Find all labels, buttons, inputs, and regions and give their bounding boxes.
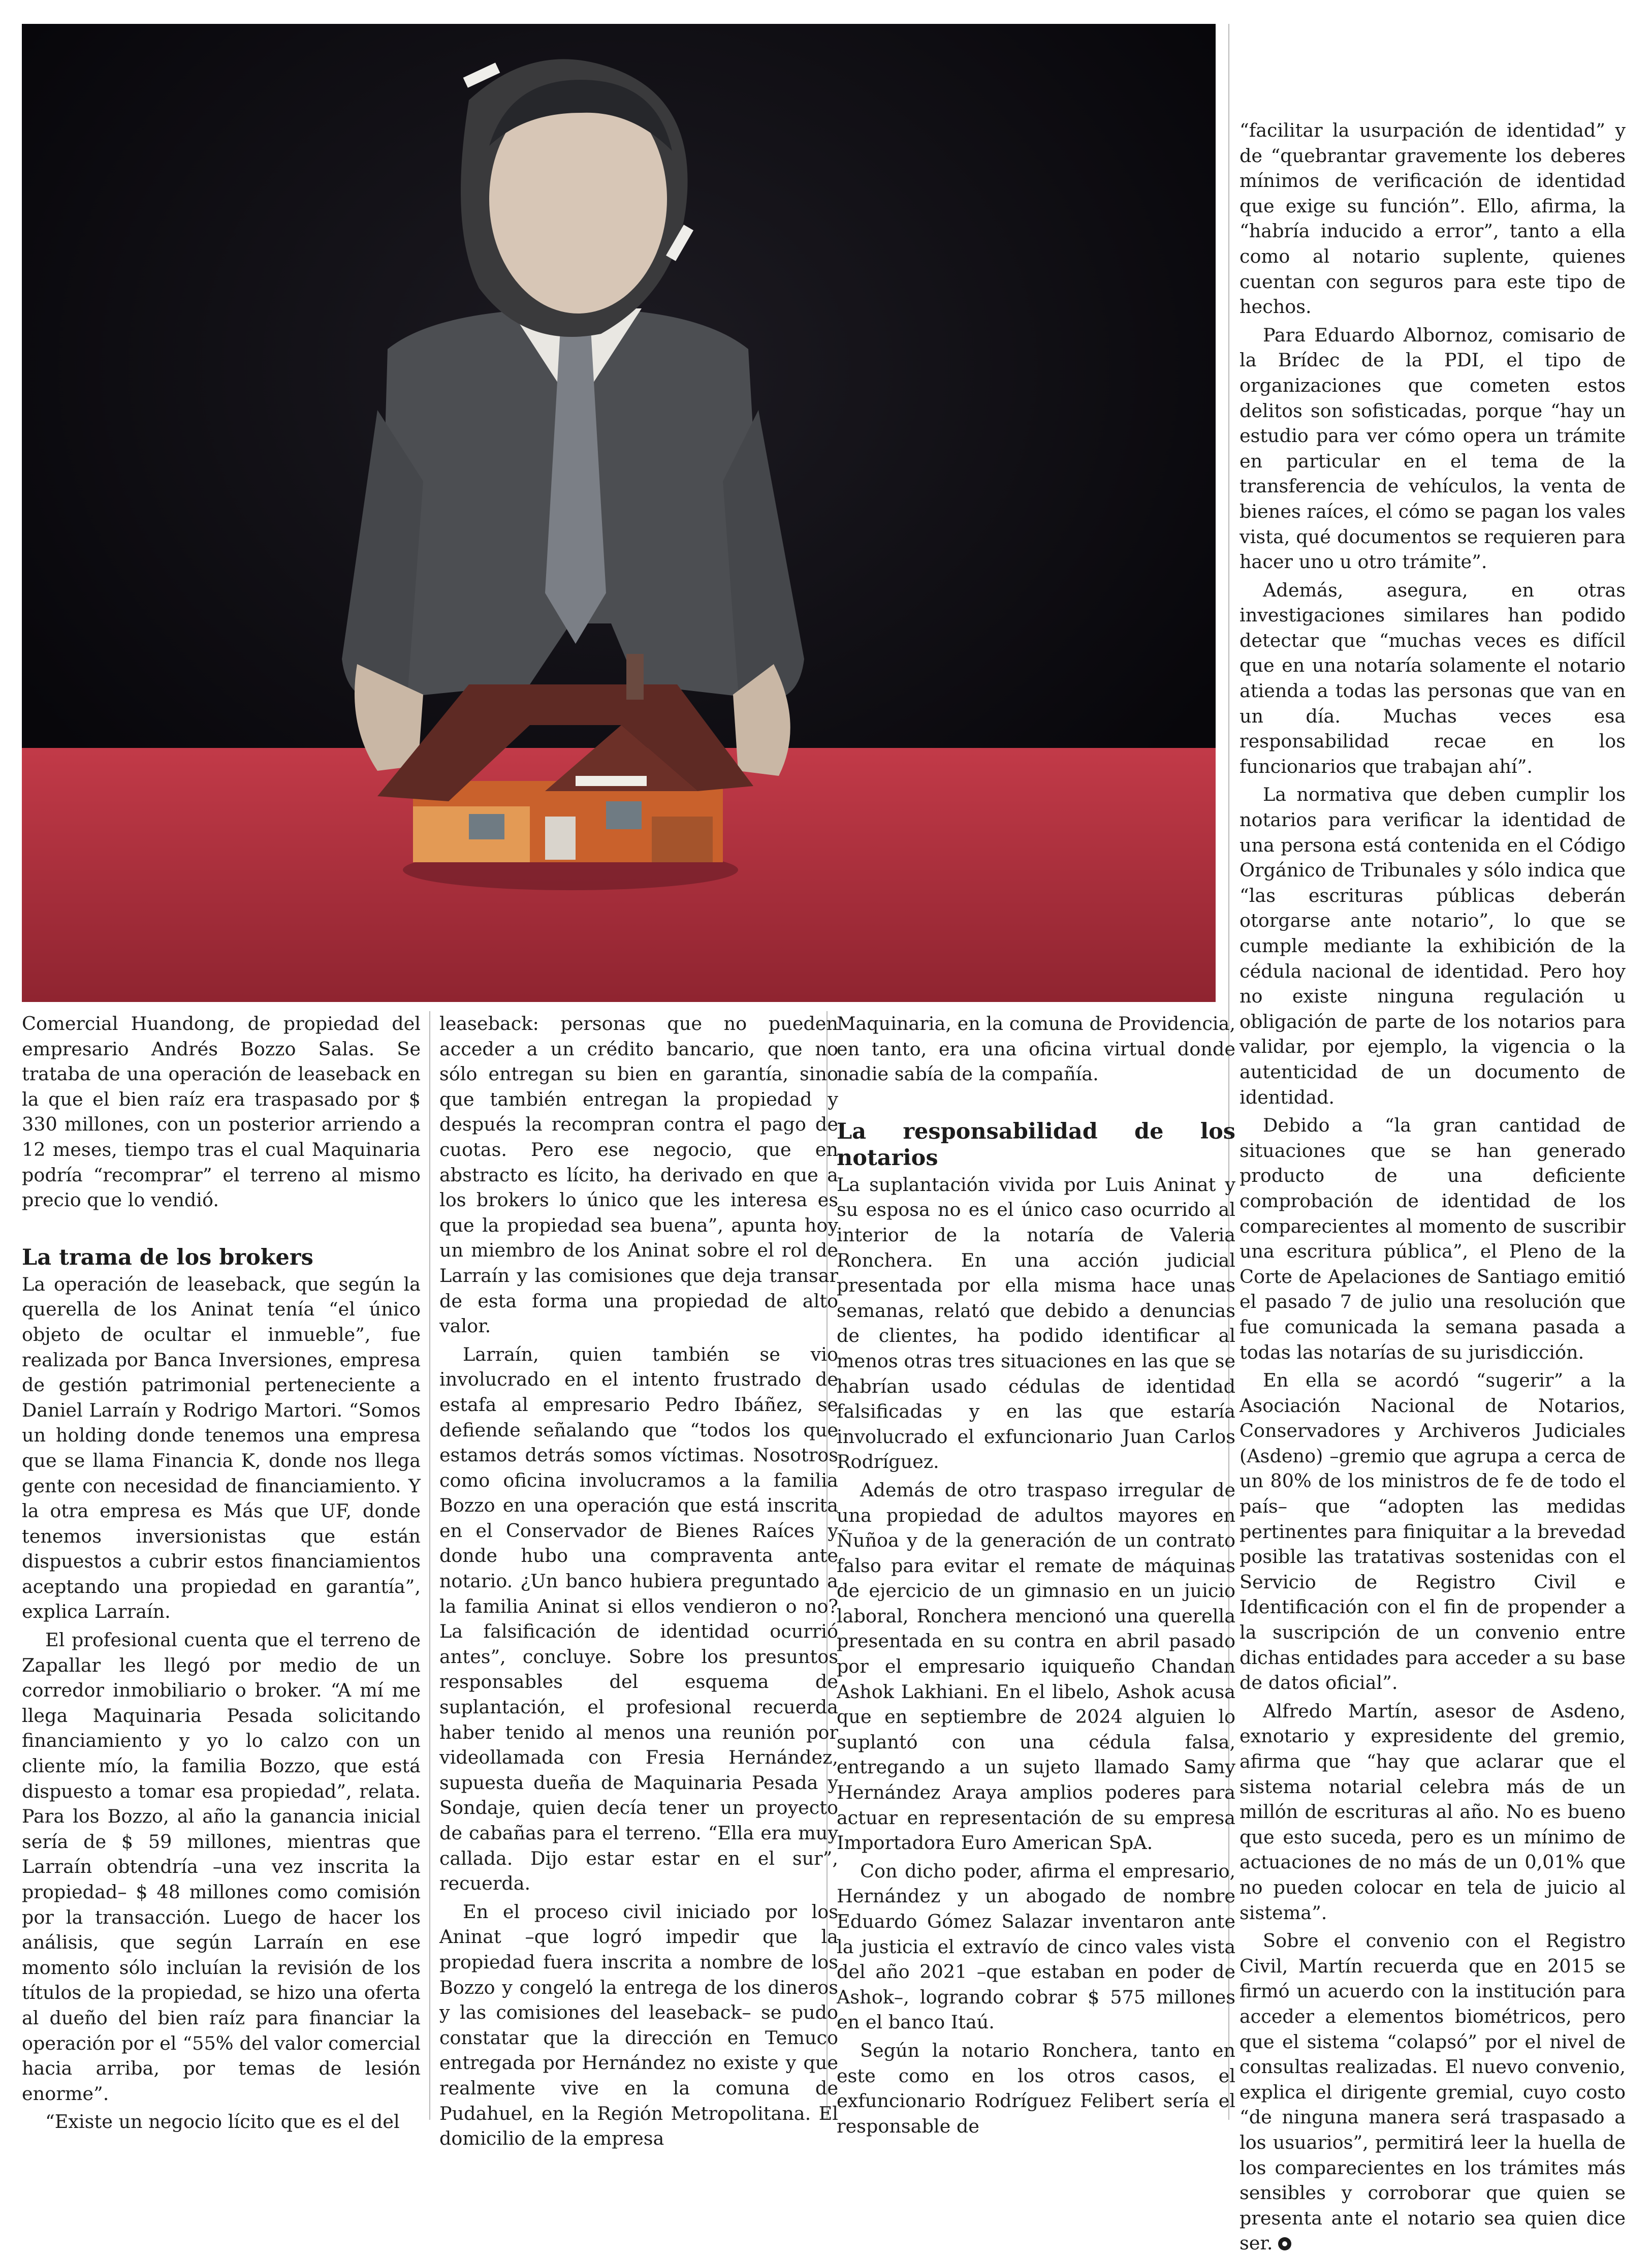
paragraph-text: Con dicho poder, afirma el empresario, Hernández y un abogado de nombre Eduardo Gómez Salazar inventaron ante la justicia el extravío de cinco vales vista del año 2021 –que estaban en poder de Ashok–, logrando cobrar $ 575 millones en el banco Itaú. [837, 1860, 1235, 2033]
article-paragraph [1240, 1368, 1626, 1696]
house-window [606, 801, 642, 829]
section-heading [837, 1118, 1235, 1171]
paragraph-text: La suplantación vivida por Luis Aninat y su esposa no es el único caso ocurrido al interior de la notaría de Valeria Ronchera. En una acción judicial presentada por ella misma hace unas semanas, relató que debido a denuncias de clientes, ha podido identificar al menos otras tres situaciones en las que se habrían usado cédulas de identidad falsificadas y en las que estaría involucrado el exfuncionario Juan Carlos Rodríguez. [837, 1173, 1235, 1473]
paragraph-text: “facilitar la usurpación de identidad” y de “quebrantar gravemente los deberes mínimos de verificación de identidad que exige su función”. Ello, afirma, la “habría inducido a error”, tanto a ella como al notario suplente, quienes cuentan con seguros para este tipo de hechos. [1240, 119, 1626, 318]
article-paragraph [22, 1011, 421, 1213]
paragraph-text: La normativa que deben cumplir los notarios para verificar la identidad de una persona está contenida en el Código Orgánico de Tribunales y sólo indica que “las escrituras públicas deberán otorgarse ante notario”, lo que se cumple mediante la exhibición de la cédula nacional de identidad. Pero hoy no existe ninguna regulación u obligación de parte de los notarios para validar, por ejemplo, la vigencia o la autenticidad de un documento de identidad. [1240, 784, 1626, 1108]
text-column-1 [22, 1011, 421, 2133]
house-window [469, 814, 504, 839]
balcony [576, 776, 647, 786]
heading-text: La trama de los brokers [22, 1244, 313, 1270]
paragraph-text: La operación de leaseback, que según la querella de los Aninat tenía “el único objeto de ocultar el inmueble”, fue realizada por Banca Inversiones, empresa de gestión patrimonial perteneciente a Daniel Larraín y Rodrigo Martori. “Somos un holding donde tenemos una empresa que se llama Financia K, donde nos llega gente con necesidad de financiamiento. Y la otra empresa es Más que UF, donde tenemos inversionistas que están dispuestos a cubrir estos financiamientos aceptando una propiedad en garantía”, explica Larraín. [22, 1273, 421, 1623]
end-of-article-icon [1278, 2237, 1291, 2250]
house-door [545, 817, 576, 860]
article-paragraph [22, 1272, 421, 1624]
article-paragraph [1240, 1928, 1626, 2256]
text-column-3 [837, 1011, 1235, 2137]
article-photo [22, 24, 1216, 1002]
article-paragraph [837, 1478, 1235, 1856]
paragraph-text: En ella se acordó “sugerir” a la Asociación Nacional de Notarios, Conservadores y Archiveros Judiciales (Asdeno) –gremio que agrupa a cerca de un 80% de los ministros de fe de todo el país– que “adopten las medidas pertinentes para finiquitar a la brevedad posible las tratativas sostenidas con el Servicio de Registro Civil e Identificación con el fin de propender a la suscripción de un convenio entre dichas entidades para acceder a su base de datos oficial”. [1240, 1369, 1626, 1694]
article-paragraph [1240, 578, 1626, 779]
heading-text: La responsabilidad de los notarios [837, 1118, 1235, 1171]
article-paragraph [1240, 1113, 1626, 1365]
article-paragraph [439, 1342, 838, 1896]
paragraph-text: leaseback: personas que no pueden acceder a un crédito bancario, que no sólo entregan su bien en garantía, sino que también entregan la propiedad y después la recompran contra el pago de cuotas. Pero ese negocio, que en abstracto es lícito, ha derivado en que a los brokers lo único que les interesa es que la propiedad sea buena”, apunta hoy un miembro de los Aninat sobre el rol de Larraín y las comisiones que deja transar de esta forma una propiedad de alto valor. [439, 1013, 838, 1337]
paragraph-text: Alfredo Martín, asesor de Asdeno, exnotario y expresidente del gremio, afirma que “hay que aclarar que el sistema notarial celebra más de un millón de escrituras al año. No es bueno que esto suceda, pero es un mínimo de actuaciones de no más de un 0,01% que no pueden colocar en tela de juicio al sistema”. [1240, 1700, 1626, 1924]
paragraph-text: Sobre el convenio con el Registro Civil, Martín recuerda que en 2015 se firmó un acuerdo con la institución para acceder a elementos biométricos, pero que el sistema “colapsó” por el nivel de consultas realizadas. El nuevo convenio, explica el dirigente gremial, cuyo costo “de ninguna manera será traspasado a los usuarios”, permitirá leer la huella de los comparecientes en los trámites más sensibles y corroborar que quien se presenta ante el notario sea quien dice ser. [1240, 1930, 1626, 2254]
article-paragraph [22, 1627, 421, 2106]
garage-door [652, 817, 713, 862]
paragraph-text: Según la notario Ronchera, tanto en este como en los otros casos, el exfuncionario Rodríguez Felibert sería el responsable de [837, 2039, 1235, 2137]
paragraph-text: En el proceso civil iniciado por los Aninat –que logró impedir que la propiedad fuera inscrita a nombre de los Bozzo y congeló la entrega de los dineros y las comisiones del leaseback– se pudo constatar que la dirección en Temuco entregada por Hernández no existe y que realmente vive en la comuna de Pudahuel, en la Región Metropolitana. El domicilio de la empresa [439, 1900, 838, 2150]
article-paragraph [837, 2038, 1235, 2139]
paragraph-text: El profesional cuenta que el terreno de Zapallar les llegó por medio de un corredor inmobiliario o broker. “A mí me llega Maquinaria Pesada solicitando financiamiento y yo lo calzo con un cliente mío, la familia Bozzo, que está dispuesto a tomar esa propiedad”, relata. Para los Bozzo, al año la ganancia inicial sería de $ 59 millones, mientras que Larraín obtendría –una vez inscrita la propiedad– $ 48 millones como comisión por la transacción. Luego de hacer los análisis, que según Larraín en ese momento sólo incluían la revisión de los títulos de la propiedad, se hizo una oferta al dueño del bien raíz para financiar la operación por el “55% del valor comercial hacia arriba, por temas de lesión enorme”. [22, 1629, 421, 2105]
text-column-4 [1240, 118, 1626, 2254]
section-heading [22, 1244, 421, 1271]
paragraph-text: Comercial Huandong, de propiedad del empresario Andrés Bozzo Salas. Se trataba de una operación de leaseback en la que el bien raíz era traspasado por $ 330 millones, con un posterior arriendo a 12 meses, tiempo tras el cual Maquinaria podría “recomprar” el terreno al mismo precio que lo vendió. [22, 1013, 421, 1211]
article-paragraph [22, 2109, 421, 2135]
photo-illustration [22, 24, 1216, 1002]
article-paragraph [837, 1172, 1235, 1475]
article-paragraph [439, 1899, 838, 2151]
paragraph-text: “Existe un negocio lícito que es el del [45, 2111, 400, 2133]
article-paragraph [1240, 118, 1626, 320]
text-column-2 [439, 1011, 838, 2150]
paragraph-text: Para Eduardo Albornoz, comisario de la Brídec de la PDI, el tipo de organizaciones que cometen estos delitos son sofisticadas, porque “hay un estudio para ver cómo opera un trámite en particular en el tema de la transferencia de vehículos, la venta de bienes raíces, el cómo se pagan los vales vista, qué documentos se requieren para hacer uno u otro trámite”. [1240, 324, 1626, 573]
article-paragraph [837, 1011, 1235, 1087]
column-rule [429, 1011, 430, 2120]
paragraph-text: Debido a “la gran cantidad de situaciones que se han generado producto de una deficiente comprobación de identidad de los comparecientes al momento de suscribir una escritura pública”, el Pleno de la Corte de Apelaciones de Santiago emitió el pasado 7 de julio una resolución que fue comunicada la semana pasada a todas las notarías de su jurisdicción. [1240, 1114, 1626, 1363]
paragraph-text: Además de otro traspaso irregular de una propiedad de adultos mayores en Ñuñoa y de la generación de un contrato falso para evitar el remate de máquinas de ejercicio de un gimnasio en un juicio laboral, Ronchera mencionó una querella presentada en su contra en abril pasado por el empresario iquiqueño Chandan Ashok Lakhiani. En el libelo, Ashok acusa que en septiembre de 2024 alguien lo suplantó con una cédula falsa, entregando a un sujeto llamado Samy Hernández Araya amplios poderes para actuar en representación de su empresa Importadora Euro American SpA. [837, 1479, 1235, 1854]
article-paragraph [439, 1011, 838, 1339]
article-paragraph [837, 1859, 1235, 2035]
paragraph-text: Maquinaria, en la comuna de Providencia, en tanto, era una oficina virtual donde nadie sabía de la compañía. [837, 1013, 1235, 1085]
paragraph-text: Larraín, quien también se vio involucrado en el intento frustrado de estafa al empresario Pedro Ibáñez, se defiende señalando que “todos los que estamos detrás somos víctimas. Nosotros como oficina involucramos a la familia Bozzo en una operación que está inscrita en el Conservador de Bienes Raíces y donde hubo una compraventa ante notario. ¿Un banco hubiera preguntado a la familia Aninat si ellos vendieron o no? La falsificación de identidad ocurrió antes”, concluye. Sobre los presuntos responsables del esquema de suplantación, el profesional recuerda haber tenido al menos una reunión por videollamada con Fresia Hernández, supuesta dueña de Maquinaria Pesada y Sondaje, quien decía tener un proyecto de cabañas para el terreno. “Ella era muy callada. Dijo estar estar en el sur”, recuerda. [439, 1343, 838, 1895]
article-paragraph [1240, 323, 1626, 575]
article-paragraph [1240, 1699, 1626, 1925]
article-paragraph [1240, 782, 1626, 1110]
paragraph-text: Además, asegura, en otras investigaciones similares han podido detectar que “muchas veces es difícil que en una notaría solamente el notario atienda a todas las personas que van en un día. Muchas veces esa responsabilidad recae en los funcionarios que trabajan ahí”. [1240, 579, 1626, 777]
chimney [626, 654, 644, 700]
